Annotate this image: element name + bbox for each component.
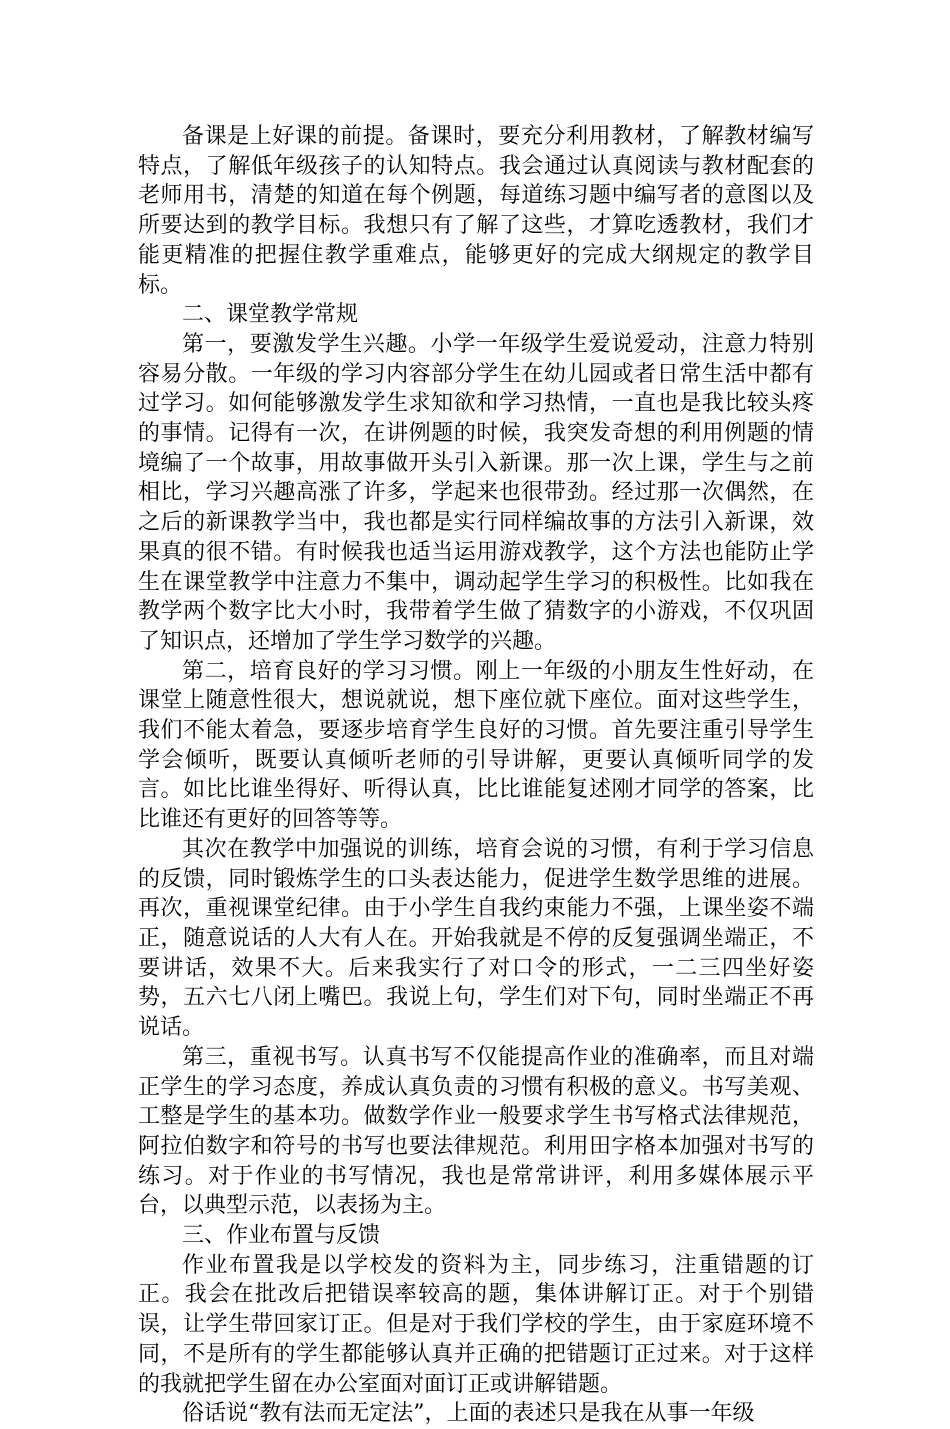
paragraph-speaking-training: 其次在教学中加强说的训练，培育会说的习惯，有利于学习信息的反馈，同时锻炼学生的口头表达能力，促进学生数学思维的进展。再次，重视课堂纪律。由于小学生自我约束能力不强，上课坐姿不端正，随意说话的人大有人在。开始我就是不停的反复强调坐端正，不要讲话，效果不大。后来我实行了对口令的形式，一二三四坐好姿势，五六七八闭上嘴巴。我说上句，学生们对下句，同时坐端正不再说话。 [138,836,814,1041]
document-body [138,122,814,1429]
section-heading-classroom-routine: 二、课堂教学常规 [182,302,359,328]
paragraph-stimulate-interest: 第一，要激发学生兴趣。小学一年级学生爱说爱动，注意力特别容易分散。一年级的学习内容部分学生在幼儿园或者日常生活中都有过学习。如何能够激发学生求知欲和学习热情，一直也是我比较头疼的事情。记得有一次，在讲例题的时候，我突发奇想的利用例题的情境编了一个故事，用故事做开头引入新课。那一次上课，学生与之前相比，学习兴趣高涨了许多，学起来也很带劲。经过那一次偶然，在之后的新课教学当中，我也都是实行同样编故事的方法引入新课，效果真的很不错。有时候我也适当运用游戏教学，这个方法也能防止学生在课堂教学中注意力不集中，调动起学生学习的积极性。比如我在教学两个数字比大小时，我带着学生做了猜数字的小游戏，不仅巩固了知识点，还增加了学生学习数学的兴趣。 [138,331,814,654]
paragraph-homework-feedback: 作业布置我是以学校发的资料为主，同步练习，注重错题的订正。我会在批改后把错误率较高的题，集体讲解订正。对于个别错误，让学生带回家订正。但是对于我们学校的学生，由于家庭环境不同，不是所有的学生都能够认真并正确的把错题订正过来。对于这样的我就把学生留在办公室面对面订正或讲解错题。 [138,1252,814,1397]
paragraph-writing: 第三，重视书写。认真书写不仅能提高作业的准确率，而且对端正学生的学习态度，养成认真负责的习惯有积极的意义。书写美观、工整是学生的基本功。做数学作业一般要求学生书写格式法律规范，阿拉伯数字和符号的书写也要法律规范。利用田字格本加强对书写的练习。对于作业的书写情况，我也是常常讲评，利用多媒体展示平台，以典型示范，以表扬为主。 [138,1044,814,1219]
paragraph-conclusion: 俗话说“教有法而无定法”，上面的表述只是我在从事一年级 [182,1401,755,1427]
paragraph-lesson-preparation: 备课是上好课的前提。备课时，要充分利用教材，了解教材编写特点，了解低年级孩子的认知特点。我会通过认真阅读与教材配套的老师用书，清楚的知道在每个例题，每道练习题中编写者的意图以及所要达到的教学目标。我想只有了解了这些，才算吃透教材，我们才能更精准的把握住教学重难点，能够更好的完成大纲规定的教学目标。 [138,124,814,298]
section-heading-homework: 三、作业布置与反馈 [182,1223,381,1249]
paragraph-study-habits: 第二，培育良好的学习习惯。刚上一年级的小朋友生性好动，在课堂上随意性很大，想说就说，想下座位就下座位。面对这些学生，我们不能太着急，要逐步培育学生良好的习惯。首先要注重引导学生学会倾听，既要认真倾听老师的引导讲解，更要认真倾听同学的发言。如比比谁坐得好、听得认真，比比谁能复述刚才同学的答案，比比谁还有更好的回答等等。 [138,658,814,833]
